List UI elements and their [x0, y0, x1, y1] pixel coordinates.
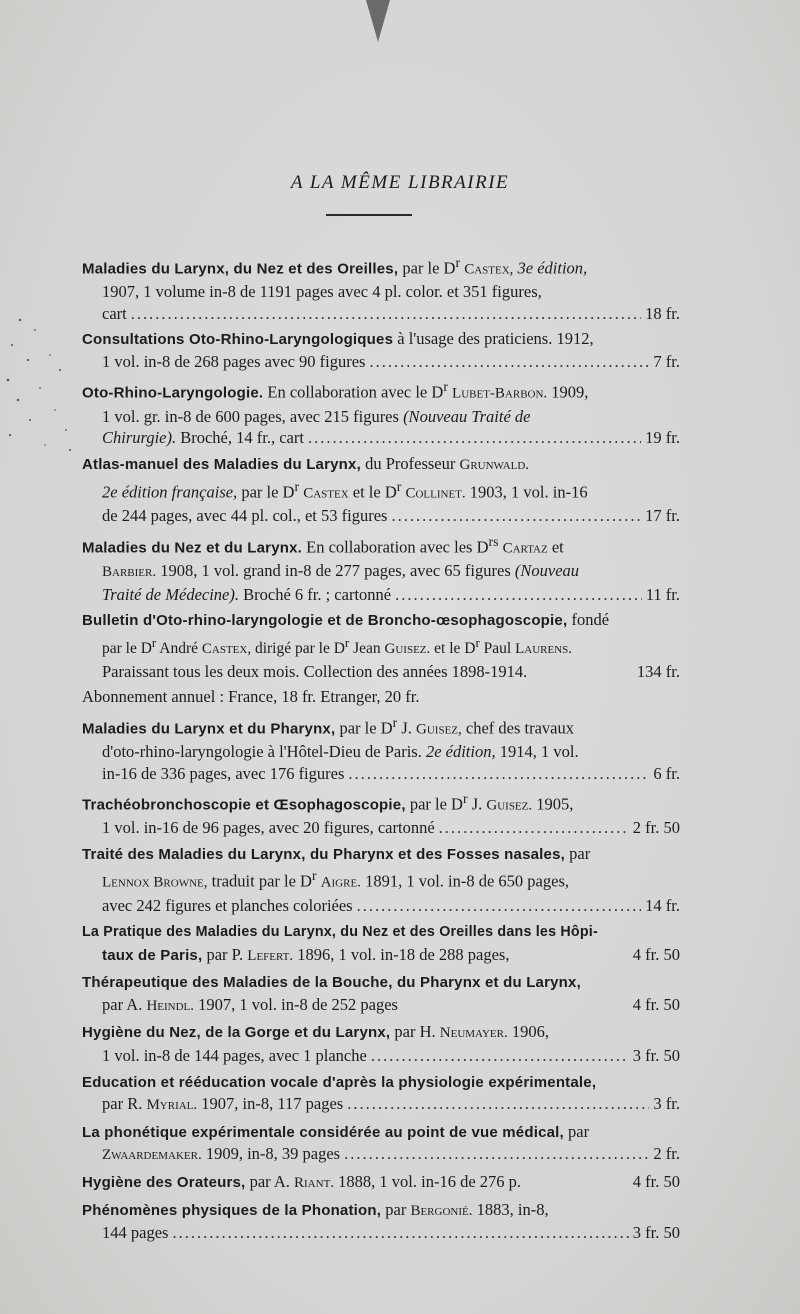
entry-text: Abonnement annuel : France, 18 fr. Etranger, 20 fr. [82, 687, 420, 707]
entry-text: Paraissant tous les deux mois. Collection des années 1898-1914. [102, 661, 528, 681]
entry-text: 1906, [511, 1022, 549, 1042]
catalogue-entry [82, 686, 680, 708]
entry-text: et le D [434, 640, 476, 658]
entry-series: Traité de Médecine). [102, 584, 239, 604]
entry-text: par P. [206, 944, 244, 964]
catalogue-entry [82, 1121, 680, 1167]
catalogue-entry [82, 1071, 680, 1117]
entry-edition: 2e édition, [425, 741, 496, 761]
entry-series: (Nouveau [514, 561, 580, 581]
entry-series: Chirurgie). [102, 428, 177, 448]
entry-text: et [551, 537, 564, 557]
catalogue-entry [82, 1171, 680, 1195]
entry-sup: rs [488, 534, 499, 550]
entry-price: 4 fr. 50 [632, 944, 680, 964]
leader-dots [395, 584, 642, 606]
entry-text: traduit par le D [211, 871, 312, 891]
entry-sup: r [443, 379, 448, 395]
entry-author: Lefert. [247, 947, 294, 964]
entry-title: Thérapeutique des Maladies de la Bouche, du Pharynx et du Larynx, [82, 974, 581, 992]
entry-text: par [568, 1121, 590, 1141]
entry-text: 1 vol. in-8 de 268 pages avec 90 figures [102, 351, 366, 371]
entry-text: J. [471, 794, 483, 814]
leader-dots [369, 351, 649, 373]
entry-price: 19 fr. [645, 428, 680, 448]
entry-sup: r [392, 714, 398, 730]
entry-price: 17 fr. [645, 506, 680, 526]
entry-sup: r [344, 634, 350, 650]
leader-dots [391, 505, 641, 527]
entry-author: Grunwald. [459, 456, 530, 473]
fold-mark [366, 0, 390, 42]
entry-title: Consultations Oto-Rhino-Laryngologiques [82, 331, 394, 349]
entry-text: 1 vol. gr. in-8 de 600 pages, avec 215 figures [102, 406, 399, 426]
entry-text: par le D [241, 482, 295, 502]
leader-dots [347, 1093, 649, 1115]
entry-text: 1891, 1 vol. in-8 de 650 pages, [365, 871, 569, 891]
entry-text: par H. [394, 1022, 436, 1042]
entry-text: par A. [249, 1172, 290, 1192]
entry-author: Collinet. [405, 485, 466, 502]
catalogue-entry [82, 609, 680, 682]
entry-text: Broché 6 fr. ; cartonné [243, 584, 392, 604]
entry-sup: r [311, 868, 317, 884]
leader-dots [348, 763, 649, 785]
entry-text: 1908, 1 vol. grand in-8 de 277 pages, avec 65 figures [160, 561, 511, 581]
entry-text: 1905, [536, 794, 574, 814]
entry-price: 3 fr. 50 [632, 1046, 680, 1066]
entry-text: d'oto-rhino-laryngologie à l'Hôtel-Dieu de Paris. [102, 741, 422, 761]
entry-sup: r [151, 634, 157, 650]
entry-title: Maladies du Larynx, du Nez et des Oreilles, [82, 260, 399, 278]
leader-dots [344, 1143, 649, 1165]
entry-title: Hygiène des Orateurs, [82, 1174, 246, 1192]
entry-text: Paul [483, 640, 512, 658]
entry-price: 7 fr. [653, 351, 680, 371]
entry-text: dirigé par le D [254, 640, 345, 658]
entry-series: (Nouveau Traité de [403, 406, 531, 426]
entry-title: Hygiène du Nez, de la Gorge et du Larynx, [82, 1024, 391, 1042]
leader-dots [131, 303, 641, 325]
entry-author: Castex [303, 485, 349, 502]
entry-author: Myrial. [146, 1097, 198, 1114]
entry-price: 2 fr. [653, 1144, 680, 1164]
entry-author: Castex, [464, 261, 514, 278]
entry-title: Oto-Rhino-Laryngologie. [82, 384, 264, 402]
entry-text: 1896, 1 vol. in-18 de 288 pages, [297, 944, 510, 964]
header-rule [326, 214, 412, 216]
entry-text: à l'usage des praticiens. 1912, [397, 329, 594, 349]
entry-price: 134 fr. [636, 661, 680, 681]
leader-dots [308, 427, 641, 449]
entry-text: 1907, 1 vol. in-8 de 252 pages [198, 994, 398, 1014]
entry-price: 6 fr. [653, 763, 680, 783]
entry-price: 3 fr. 50 [632, 1223, 680, 1243]
entry-sup: r [294, 479, 300, 495]
entry-text: 1909, in-8, 39 pages [205, 1144, 341, 1164]
entry-price: 4 fr. 50 [632, 994, 680, 1014]
entry-text: Broché, 14 fr., cart [180, 428, 304, 448]
entry-text: par le D [339, 718, 393, 738]
entry-text: chef des travaux [465, 718, 575, 738]
entry-title: Trachéobronchoscopie et Œsophagoscopie, [82, 796, 406, 814]
catalogue-entry [82, 328, 680, 372]
entry-author: Laurens. [515, 641, 573, 658]
entry-author: Guisez. [486, 797, 533, 814]
entry-title: Phénomènes physiques de la Phonation, [82, 1201, 382, 1219]
entry-author: Riant. [294, 1175, 335, 1192]
entry-sup: r [462, 791, 468, 807]
entry-text: par le D [409, 794, 463, 814]
entry-title: taux de Paris, [102, 946, 203, 964]
entry-text: Jean [353, 640, 381, 658]
entry-text: 1 vol. in-16 de 96 pages, avec 20 figures, cartonné [102, 818, 435, 838]
entry-text: et le D [352, 482, 397, 502]
entry-sup: r [475, 634, 480, 650]
entry-author: Lubet-Barbon. [452, 385, 548, 402]
entry-text: par le D [102, 640, 152, 658]
catalogue-entry [82, 712, 680, 784]
entry-title: Bulletin d'Oto-rhino-laryngologie et de Broncho-œsophagoscopie, [82, 612, 568, 630]
leader-dots [439, 817, 629, 839]
entry-title: Maladies du Larynx et du Pharynx, [82, 720, 336, 738]
entry-author: Lennox Browne, [102, 874, 208, 891]
entry-text: 1914, 1 vol. [499, 741, 579, 761]
entry-author: Castex, [201, 641, 252, 658]
leader-dots [371, 1045, 629, 1067]
entry-text: 1903, 1 vol. in-16 [469, 482, 588, 502]
leader-dots [357, 895, 642, 917]
catalogue-entry [82, 920, 680, 967]
catalogue-entry [82, 531, 680, 605]
entry-text: avec 242 figures et planches coloriées [102, 895, 353, 915]
entry-author: Aigre. [320, 874, 361, 891]
entry-title: Atlas-manuel des Maladies du Larynx, [82, 455, 361, 473]
catalogue-list [82, 252, 680, 1248]
entry-author: Cartaz [502, 540, 548, 557]
catalogue-entry [82, 453, 680, 527]
catalogue-entry [82, 1199, 680, 1244]
entry-author: Zwaardemaker. [102, 1147, 202, 1164]
entry-edition: 2e édition française, [102, 482, 238, 502]
entry-author: Barbier. [102, 564, 157, 581]
entry-price: 4 fr. 50 [632, 1172, 680, 1192]
entry-price: 14 fr. [645, 895, 680, 915]
entry-text: 1883, in-8, [476, 1199, 549, 1219]
entry-text: 1907, in-8, 117 pages [201, 1094, 344, 1114]
entry-text: cart [102, 303, 127, 323]
catalogue-entry [82, 971, 680, 1017]
entry-text: 1888, 1 vol. in-16 de 276 p. [338, 1172, 522, 1192]
entry-text: André [159, 640, 199, 658]
entry-text: par A. [102, 994, 143, 1014]
entry-author: Guisez, [416, 721, 462, 738]
entry-text: J. [401, 718, 412, 738]
entry-text: de 244 pages, avec 44 pl. col., et 53 figures [102, 506, 388, 526]
entry-text: par [569, 843, 591, 863]
entry-author: Guisez. [384, 641, 431, 658]
entry-author: Neumayer. [439, 1025, 508, 1042]
entry-author: Bergonié. [410, 1202, 473, 1219]
entry-text: 1907, 1 volume in-8 de 1191 pages avec 4 pl. color. et 351 figures, [102, 282, 542, 302]
catalogue-entry [82, 843, 680, 916]
entry-text: 1 vol. in-8 de 144 pages, avec 1 planche [102, 1046, 367, 1066]
entry-text: En collaboration avec les D [306, 537, 489, 557]
entry-title: Education et rééducation vocale d'après la physiologie expérimentale, [82, 1073, 597, 1091]
entry-text: par R. [102, 1094, 143, 1114]
entry-title: Traité des Maladies du Larynx, du Pharynx et des Fosses nasales, [82, 845, 565, 863]
entry-price: 3 fr. [653, 1094, 680, 1114]
entry-title: La Pratique des Maladies du Larynx, du Nez et des Oreilles dans les Hôpi- [82, 924, 598, 941]
entry-text: par le D [402, 258, 456, 278]
entry-title: La phonétique expérimentale considérée au point de vue médical, [82, 1123, 564, 1141]
entry-edition: 3e édition, [517, 258, 588, 278]
entry-sup: r [396, 479, 402, 495]
entry-price: 2 fr. 50 [632, 818, 680, 838]
entry-text: En collaboration avec le D [267, 382, 444, 402]
entry-text: par [385, 1199, 407, 1219]
entry-text: 144 pages [102, 1223, 169, 1243]
entry-author: Heindl. [146, 997, 195, 1014]
entry-price: 18 fr. [645, 303, 680, 323]
entry-text: 1909, [551, 382, 589, 402]
entry-sup: r [455, 255, 461, 270]
leader-dots [172, 1222, 628, 1244]
catalogue-entry [82, 376, 680, 448]
ink-speckles [0, 300, 90, 470]
page-header: A LA MÊME LIBRAIRIE [290, 172, 510, 193]
entry-title: Maladies du Nez et du Larynx. [82, 539, 303, 557]
entry-price: 11 fr. [645, 584, 680, 604]
entry-text: fondé [571, 610, 610, 630]
entry-text: du Professeur [365, 453, 456, 473]
catalogue-entry [82, 252, 680, 324]
catalogue-entry [82, 788, 680, 839]
entry-text: in-16 de 336 pages, avec 176 figures [102, 763, 345, 783]
catalogue-entry [82, 1021, 680, 1066]
